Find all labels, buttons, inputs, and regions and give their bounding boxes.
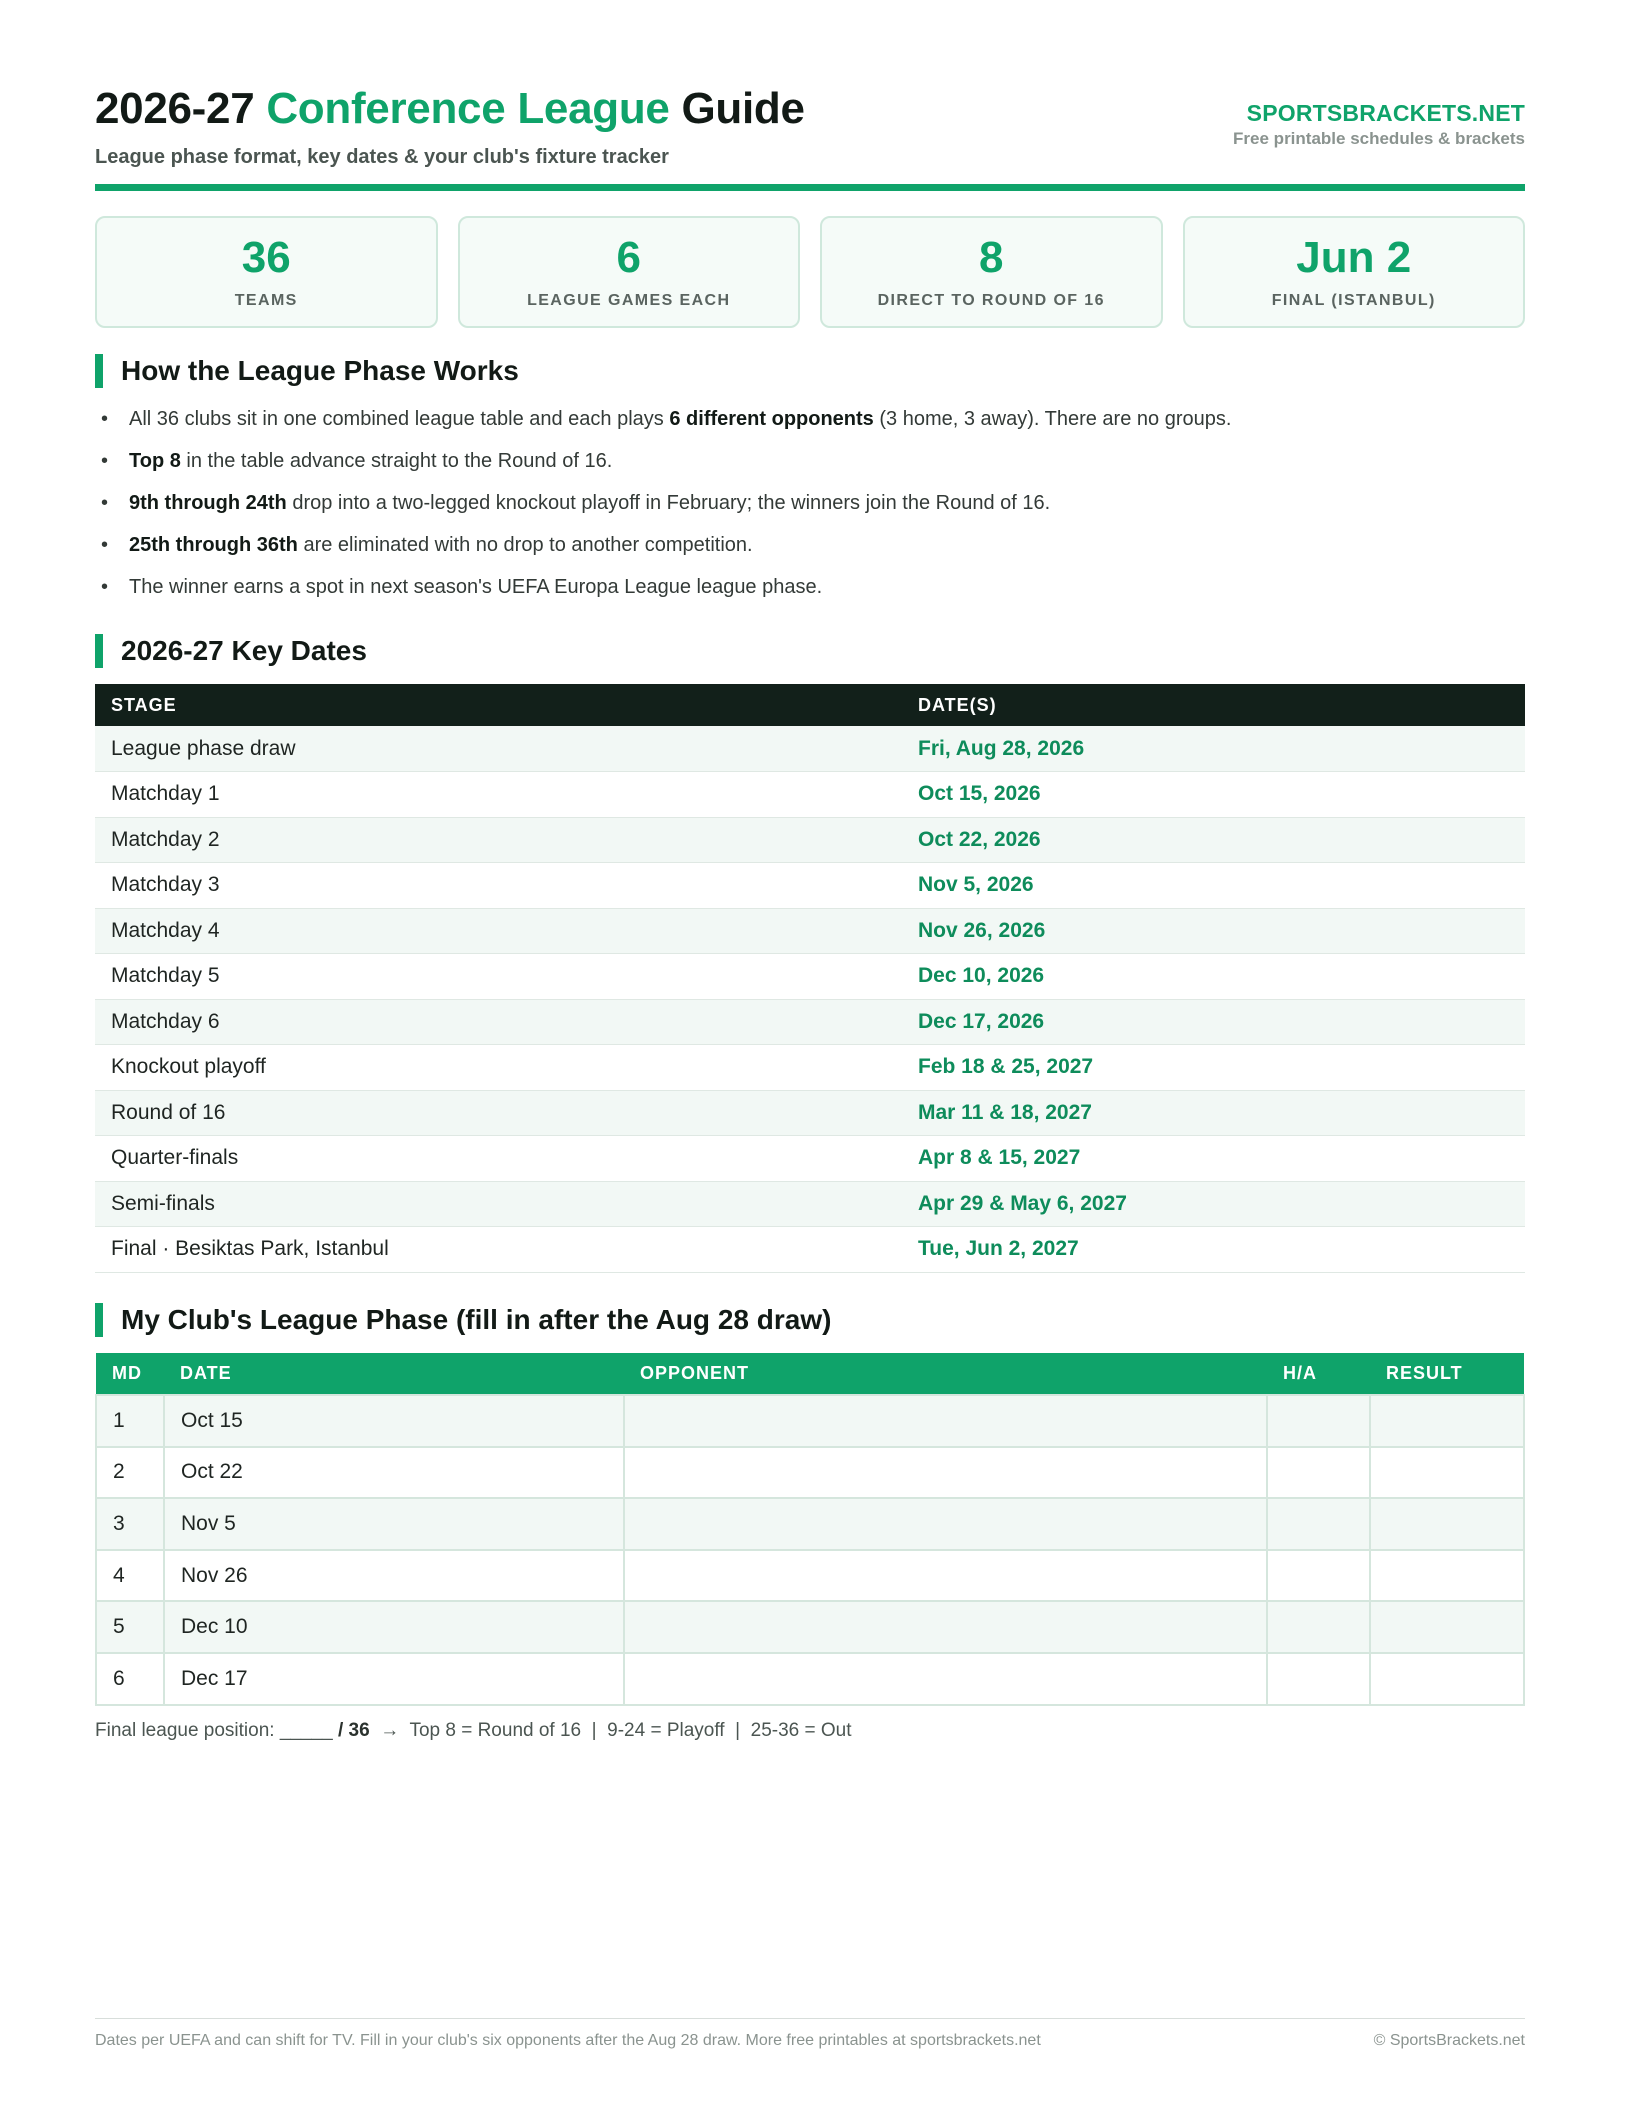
stats-row [95, 216, 1525, 328]
bullet-text: The winner earns a spot in next season's UEFA Europa League league phase. [129, 576, 823, 598]
stage-cell: Quarter-finals [95, 1136, 902, 1182]
column-header-md: MD [96, 1353, 164, 1395]
date-cell: Oct 22 [164, 1447, 624, 1499]
date-cell: Oct 15, 2026 [902, 772, 1525, 818]
date-cell: Tue, Jun 2, 2027 [902, 1227, 1525, 1273]
table-row [95, 772, 1525, 818]
title-prefix: 2026-27 [95, 84, 255, 133]
date-cell: Mar 11 & 18, 2027 [902, 1090, 1525, 1136]
table-row [95, 999, 1525, 1045]
table-header-row [96, 1353, 1524, 1395]
md-cell: 3 [96, 1498, 164, 1550]
table-header-row [95, 684, 1525, 726]
list-item [95, 446, 1525, 488]
result-field[interactable] [1370, 1447, 1524, 1499]
date-cell: Nov 5 [164, 1498, 624, 1550]
date-cell: Nov 26, 2026 [902, 908, 1525, 954]
page-subtitle: League phase format, key dates & your club's fixture tracker [95, 146, 669, 168]
date-cell: Oct 22, 2026 [902, 817, 1525, 863]
table-row [95, 1045, 1525, 1091]
stage-cell: Round of 16 [95, 1090, 902, 1136]
bullet-bold: 25th through 36th [129, 534, 298, 556]
final-position-line [95, 1720, 852, 1742]
bullet-text: in the table advance straight to the Round of 16. [180, 450, 613, 472]
result-field[interactable] [1370, 1601, 1524, 1653]
stat-label: FINAL (ISTANBUL) [1271, 292, 1436, 309]
stage-cell: Matchday 1 [95, 772, 902, 818]
bullet-text: All 36 clubs sit in one combined league table and each plays [129, 408, 670, 430]
list-item [95, 488, 1525, 530]
md-cell: 4 [96, 1550, 164, 1602]
bullet-text: drop into a two-legged knockout playoff in February; the winners join the Round of 16. [286, 492, 1051, 514]
stage-cell: Matchday 6 [95, 999, 902, 1045]
table-row [95, 954, 1525, 1000]
section-heading-key-dates: 2026-27 Key Dates [95, 634, 1525, 668]
column-header-ha: H/A [1267, 1353, 1370, 1395]
md-cell: 6 [96, 1653, 164, 1705]
table-row [95, 726, 1525, 772]
table-row [96, 1395, 1524, 1447]
date-cell: Nov 26 [164, 1550, 624, 1602]
brand-tagline: Free printable schedules & brackets [1233, 129, 1525, 148]
brand-block [1233, 100, 1525, 149]
key-dates-table [95, 684, 1525, 1273]
home-away-field[interactable] [1267, 1498, 1370, 1550]
list-item [95, 404, 1525, 446]
table-row [95, 1090, 1525, 1136]
column-header-date: DATE [164, 1353, 624, 1395]
stat-card-teams [95, 216, 438, 328]
format-bullet-list [95, 404, 1525, 614]
footer-divider [95, 2018, 1525, 2019]
date-cell: Dec 10 [164, 1601, 624, 1653]
date-cell: Oct 15 [164, 1395, 624, 1447]
stage-cell: Matchday 5 [95, 954, 902, 1000]
result-field[interactable] [1370, 1395, 1524, 1447]
brand-name[interactable]: SPORTSBRACKETS.NET [1246, 100, 1525, 126]
home-away-field[interactable] [1267, 1395, 1370, 1447]
bullet-text: (3 home, 3 away). There are no groups. [873, 408, 1232, 430]
home-away-field[interactable] [1267, 1550, 1370, 1602]
table-row [95, 817, 1525, 863]
position-legend: Top 8 = Round of 16 | 9-24 = Playoff | 25-36 = Out [409, 1720, 852, 1741]
date-cell: Dec 17 [164, 1653, 624, 1705]
table-row [95, 908, 1525, 954]
table-row [96, 1653, 1524, 1705]
opponent-field[interactable] [624, 1550, 1267, 1602]
stage-cell: Matchday 3 [95, 863, 902, 909]
stat-value: 36 [241, 233, 291, 282]
stat-value: 6 [616, 233, 641, 282]
md-cell: 2 [96, 1447, 164, 1499]
header [95, 84, 1525, 174]
stat-value: 8 [979, 233, 1004, 282]
stat-value: Jun 2 [1296, 233, 1412, 282]
result-field[interactable] [1370, 1550, 1524, 1602]
date-cell: Fri, Aug 28, 2026 [902, 726, 1525, 772]
md-cell: 5 [96, 1601, 164, 1653]
table-row [96, 1498, 1524, 1550]
stat-card-final [1183, 216, 1526, 328]
stat-card-direct-r16 [820, 216, 1163, 328]
column-header-opponent: OPPONENT [624, 1353, 1267, 1395]
result-field[interactable] [1370, 1653, 1524, 1705]
home-away-field[interactable] [1267, 1653, 1370, 1705]
stat-card-league-games [458, 216, 801, 328]
position-label: Final league position: _____ [95, 1720, 333, 1741]
stage-cell: Final · Besiktas Park, Istanbul [95, 1227, 902, 1273]
title-suffix: Guide [681, 84, 805, 133]
table-row [95, 863, 1525, 909]
bullet-bold: 9th through 24th [129, 492, 287, 514]
fixture-tracker-table [95, 1353, 1525, 1706]
opponent-field[interactable] [624, 1653, 1267, 1705]
table-row [96, 1601, 1524, 1653]
stage-cell: Matchday 4 [95, 908, 902, 954]
section-heading-how-it-works: How the League Phase Works [95, 354, 1525, 388]
stage-cell: Semi-finals [95, 1181, 902, 1227]
header-divider [95, 184, 1525, 191]
date-cell: Feb 18 & 25, 2027 [902, 1045, 1525, 1091]
table-row [95, 1227, 1525, 1273]
stage-cell: Knockout playoff [95, 1045, 902, 1091]
date-cell: Apr 29 & May 6, 2027 [902, 1181, 1525, 1227]
stat-label: DIRECT TO ROUND OF 16 [877, 292, 1105, 309]
table-row [96, 1447, 1524, 1499]
list-item [95, 530, 1525, 572]
title-accent: Conference League [266, 84, 670, 133]
date-cell: Apr 8 & 15, 2027 [902, 1136, 1525, 1182]
column-header-result: RESULT [1370, 1353, 1524, 1395]
section-heading-tracker: My Club's League Phase (fill in after the Aug 28 draw) [95, 1303, 1525, 1337]
bullet-text: are eliminated with no drop to another competition. [297, 534, 753, 556]
date-cell: Dec 10, 2026 [902, 954, 1525, 1000]
footer-note: Dates per UEFA and can shift for TV. Fill in your club's six opponents after the Aug 28 draw. More free printables at sportsbrackets.net [95, 2032, 1041, 2049]
opponent-field[interactable] [624, 1498, 1267, 1550]
md-cell: 1 [96, 1395, 164, 1447]
table-row [95, 1181, 1525, 1227]
stage-cell: Matchday 2 [95, 817, 902, 863]
opponent-field[interactable] [624, 1601, 1267, 1653]
bullet-bold: 6 different opponents [669, 408, 874, 430]
home-away-field[interactable] [1267, 1447, 1370, 1499]
list-item [95, 572, 1525, 614]
stage-cell: League phase draw [95, 726, 902, 772]
stat-label: LEAGUE GAMES EACH [527, 292, 731, 309]
date-cell: Nov 5, 2026 [902, 863, 1525, 909]
table-row [95, 1136, 1525, 1182]
arrow-right-icon: → [380, 1720, 400, 1741]
footer-copyright: © SportsBrackets.net [1373, 2032, 1525, 2049]
bullet-bold: Top 8 [129, 450, 181, 472]
opponent-field[interactable] [624, 1447, 1267, 1499]
page [95, 0, 1525, 2112]
position-total: / 36 [332, 1720, 370, 1741]
result-field[interactable] [1370, 1498, 1524, 1550]
column-header-dates: DATE(S) [902, 684, 1525, 726]
opponent-field[interactable] [624, 1395, 1267, 1447]
column-header-stage: STAGE [95, 684, 902, 726]
table-row [96, 1550, 1524, 1602]
date-cell: Dec 17, 2026 [902, 999, 1525, 1045]
stat-label: TEAMS [234, 292, 298, 309]
home-away-field[interactable] [1267, 1601, 1370, 1653]
